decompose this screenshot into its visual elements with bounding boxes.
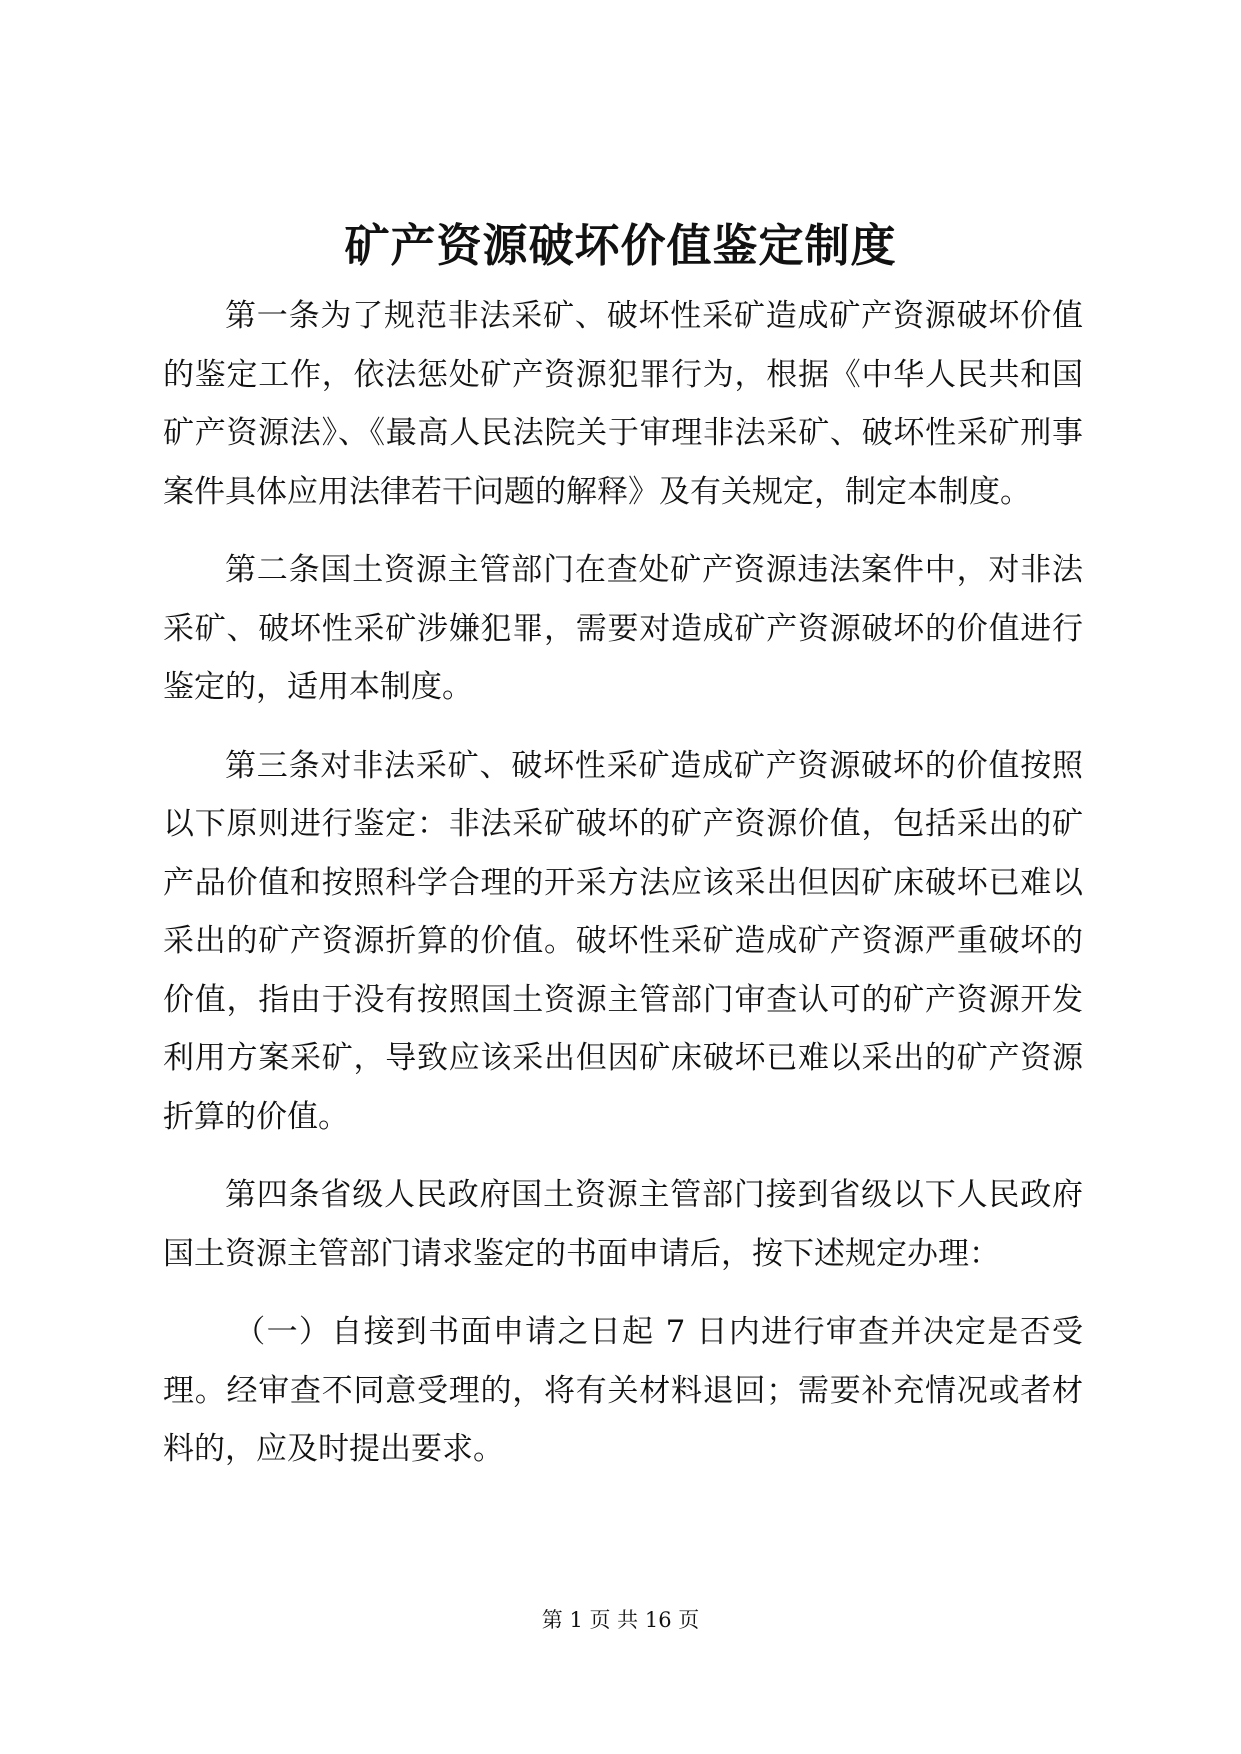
page-number-footer: 第 1 页 共 16 页 xyxy=(541,1608,700,1632)
paragraph-article-3: 第三条对非法采矿、破坏性采矿造成矿产资源破坏的价值按照以下原则进行鉴定：非法采矿破坏的矿产资源价值，包括采出的矿产品价值和按照科学合理的开采方法应该采出但因矿床破坏已难以采出的矿产资源折算的价值。破坏性采矿造成矿产资源严重破坏的价值，指由于没有按照国土资源主管部门审查认可的矿产资源开发利用方案采矿，导致应该采出但因矿床破坏已难以采出的矿产资源折算的价值。 xyxy=(163,747,1083,1135)
document-body xyxy=(163,287,1083,1499)
paragraph-article-2: 第二条国土资源主管部门在查处矿产资源违法案件中，对非法采矿、破坏性采矿涉嫌犯罪，需要对造成矿产资源破坏的价值进行鉴定的，适用本制度。 xyxy=(163,552,1083,705)
paragraph-article-4: 第四条省级人民政府国土资源主管部门接到省级以下人民政府国土资源主管部门请求鉴定的书面申请后，按下述规定办理： xyxy=(163,1177,1083,1272)
paragraph-article-4-item-1: （一）自接到书面申请之日起 7 日内进行审查并决定是否受理。经审查不同意受理的，将有关材料退回；需要补充情况或者材料的，应及时提出要求。 xyxy=(163,1314,1083,1467)
document-title: 矿产资源破坏价值鉴定制度 xyxy=(344,219,897,272)
paragraph-article-1: 第一条为了规范非法采矿、破坏性采矿造成矿产资源破坏价值的鉴定工作，依法惩处矿产资源犯罪行为，根据《中华人民共和国矿产资源法》、《最高人民法院关于审理非法采矿、破坏性采矿刑事案件具体应用法律若干问题的解释》及有关规定，制定本制度。 xyxy=(163,298,1083,510)
